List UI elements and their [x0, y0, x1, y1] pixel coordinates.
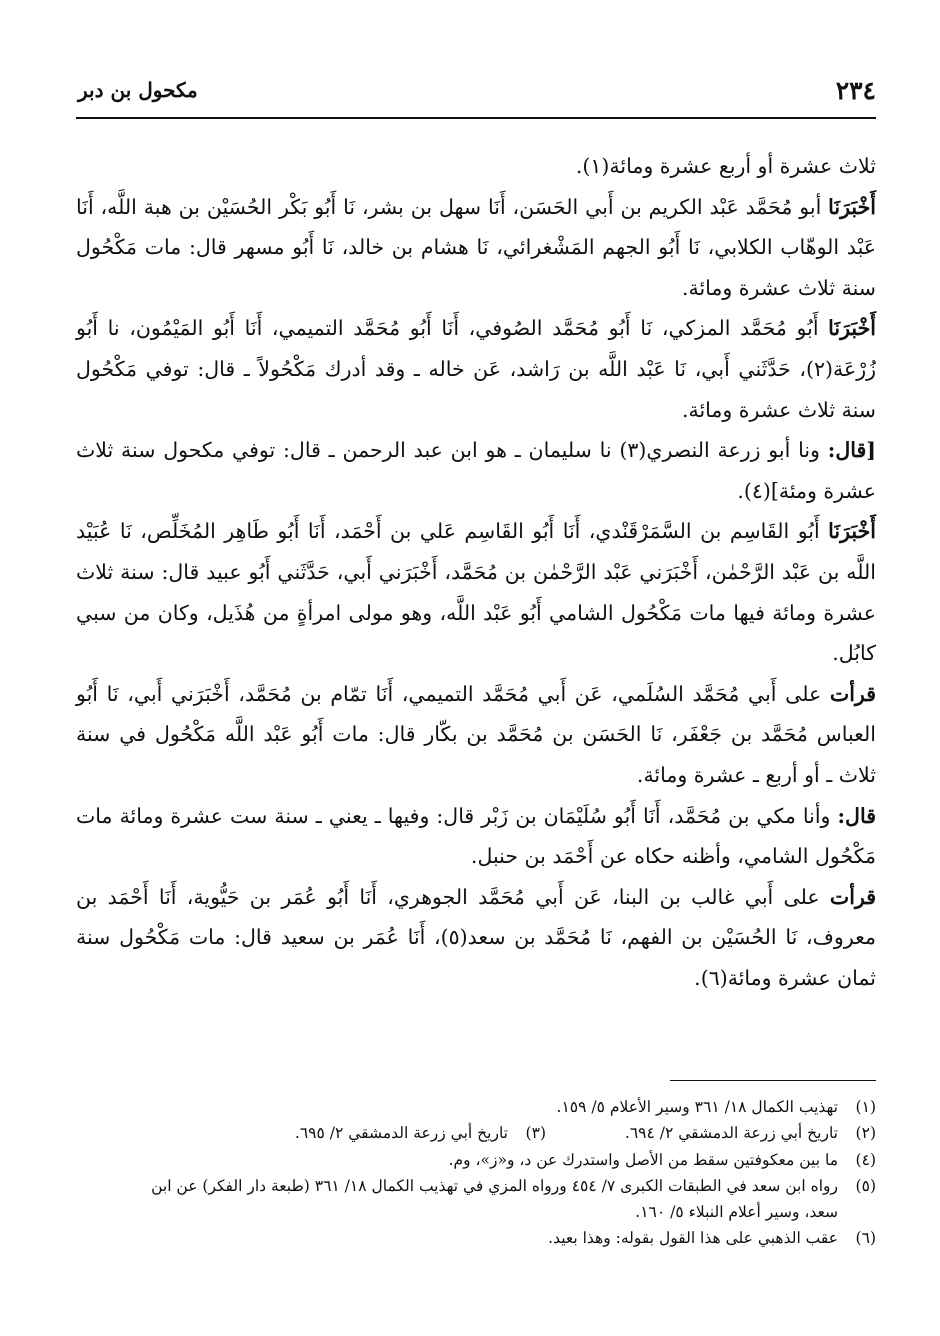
paragraph-text: وأنا مكي بن مُحَمَّد، أَنَا أَبُو سُلَيْمَان بن زَبْر قال: وفيها ـ يعني ـ سنة ست عشرة ومائة مات مَكْحُول الشامي، وأظنه حكاه عن أَحْمَد بن حنبل. — [76, 803, 876, 869]
isnad-keyword: أَخْبَرَنَا — [828, 194, 876, 219]
footnote-row-2-3 — [76, 1120, 876, 1146]
footnote-text: تاريخ أبي زرعة الدمشقي ٢/ ٦٩٤. — [624, 1124, 838, 1143]
paragraph-6 — [76, 674, 876, 796]
footnote-1 — [76, 1094, 876, 1120]
main-text — [76, 146, 876, 998]
paragraph-1 — [76, 146, 876, 187]
paragraph-4 — [76, 430, 876, 511]
footnote-divider — [670, 1080, 876, 1081]
footnote-number: (٢) — [855, 1124, 876, 1143]
footnotes — [76, 1094, 876, 1252]
footnote-text: ما بين معكوفتين سقط من الأصل واستدرك عن د، و«ز»، وم. — [448, 1150, 838, 1169]
paragraph-text: على أَبي غالب بن البنا، عَن أَبي مُحَمَّد الجوهري، أَنَا أَبُو عُمَر بن حَيُّوية، أَنَا أَحْمَد بن معروف، نَا الحُسَيْن بن الفهم، نَا مُحَمَّد بن سعد(٥)، أَنَا عُمَر بن سعيد قال: مات مَكْحُول سنة ثمان عشرة ومائة(٦). — [76, 884, 876, 990]
footnote-text: عقب الذهبي على هذا القول بقوله: وهذا بعيد. — [548, 1229, 838, 1248]
footnote-text: رواه ابن سعد في الطبقات الكبرى ٧/ ٤٥٤ ورواه المزي في تهذيب الكمال ١٨/ ٣٦١ (طبعة دار الفكر) عن ابن — [151, 1176, 838, 1195]
running-head — [78, 76, 876, 106]
footnote-3 — [76, 1120, 546, 1146]
footnote-5-continuation: سعد، وسير أعلام النبلاء ٥/ ١٦٠. — [635, 1203, 838, 1222]
footnote-number: (١) — [855, 1098, 876, 1116]
paragraph-8 — [76, 877, 876, 999]
isnad-keyword: قال: — [837, 803, 876, 828]
footnote-number: (٣) — [525, 1124, 546, 1143]
isnad-keyword: أَخْبَرَنَا — [828, 519, 876, 544]
isnad-keyword: أَخْبَرَنَا — [828, 316, 876, 341]
header-divider — [76, 117, 876, 119]
footnote-4 — [76, 1147, 876, 1173]
footnote-number: (٦) — [855, 1229, 876, 1248]
page-number: ٢٣٤ — [835, 76, 876, 105]
paragraph-text: أبو مُحَمَّد عَبْد الكريم بن أَبي الحَسَن، أَنَا سهل بن بشر، نَا أَبُو بَكْر الحُسَيْن بن هبة اللَّه، أَنَا عَبْد الوهّاب الكلابي، نَا أَبُو الجهم المَشْغرائي، نَا هشام بن خالد، نَا أَبُو مسهر قال: مات مَكْحُول سنة ثلاث عشرة ومائة. — [76, 194, 876, 300]
isnad-keyword: قرأت — [829, 681, 876, 706]
paragraph-7 — [76, 796, 876, 877]
footnote-number: (٥) — [855, 1176, 876, 1195]
footnote-5 — [76, 1173, 876, 1199]
footnote-6 — [76, 1225, 876, 1251]
footnote-text: تاريخ أبي زرعة الدمشقي ٢/ ٦٩٥. — [294, 1124, 508, 1143]
footnote-text: تهذيب الكمال ١٨/ ٣٦١ وسير الأعلام ٥/ ١٥٩. — [556, 1098, 838, 1116]
footnote-2 — [546, 1120, 876, 1146]
chapter-title: مكحول بن دبر — [78, 78, 198, 102]
paragraph-text: ثلاث عشرة أو أربع عشرة ومائة(١). — [575, 154, 876, 178]
paragraph-text: ونا أبو زرعة النصري(٣) نا سليمان ـ هو ابن عبد الرحمن ـ قال: توفي مكحول سنة ثلاث عشرة ومئة](٤). — [76, 438, 876, 503]
paragraph-text: على أَبي مُحَمَّد السُلَمي، عَن أَبي مُحَمَّد التميمي، أَنَا تمّام بن مُحَمَّد، أَخْبَرَني أَبي، نَا أَبُو العباس مُحَمَّد بن جَعْفَر، نَا الحَسَن بن مُحَمَّد بن بكّار قال: مات أَبُو عَبْد اللَّه مَكْحُول في سنة ثلاث ـ أو أربع ـ عشرة ومائة. — [76, 681, 876, 787]
paragraph-5 — [76, 511, 876, 673]
isnad-keyword: [قال: — [827, 438, 876, 463]
footnote-number: (٤) — [855, 1150, 876, 1169]
paragraph-text: أَبُو القَاسِم بن السَّمَرْقَنْدي، أَنَا أَبُو القَاسِم عَلي بن أَحْمَد، أَنَا أَبُو طَاهِر المُخَلِّص، نَا عُبَيْد اللَّه بن عَبْد الرَّحْمٰن، أَخْبَرَني عَبْد الرَّحْمٰن بن مُحَمَّد، أَخْبَرَني أَبي، حَدَّثَني أَبُو عبيد قال: سنة ثلاث عشرة ومائة فيها مات مَكْحُول الشامي أَبُو عَبْد اللَّه، وهو مولى امرأةٍ من هُذَيل، وكان من سبي كابُل. — [76, 519, 876, 666]
paragraph-text: أَبُو مُحَمَّد المزكي، نَا أَبُو مُحَمَّد الصُوفي، أَنَا أَبُو مُحَمَّد التميمي، أَنَا أَبُو المَيْمُون، نا أَبُو زُرْعَة(٢)، حَدَّثَني أَبي، نَا عَبْد اللَّه بن رَاشد، عَن خاله ـ وقد أدرك مَكْحُولاً ـ قال: توفي مَكْحُول سنة ثلاث عشرة ومائة. — [76, 316, 876, 422]
isnad-keyword: قرأت — [829, 884, 876, 909]
paragraph-3 — [76, 308, 876, 430]
paragraph-2 — [76, 187, 876, 309]
